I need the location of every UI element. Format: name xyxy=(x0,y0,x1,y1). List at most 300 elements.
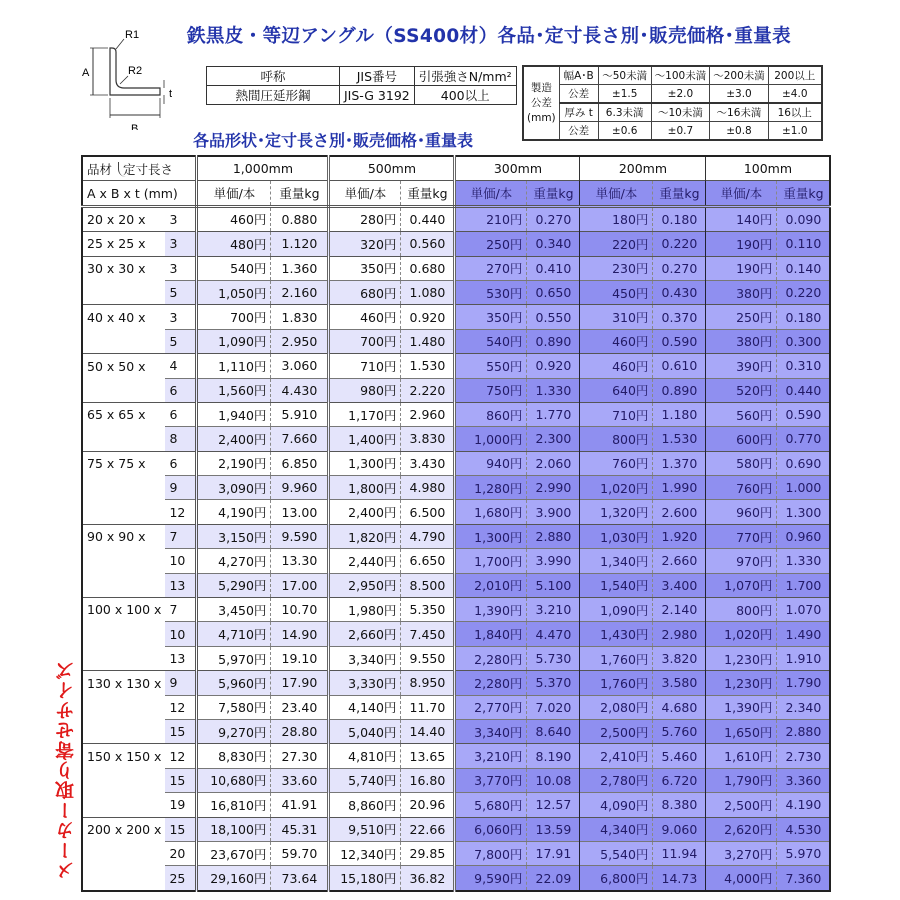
subheader-weight: 重量kg xyxy=(653,181,706,206)
price-cell: 310円 xyxy=(580,305,653,329)
price-cell: 2,080円 xyxy=(580,695,653,719)
weight-cell: 5.100 xyxy=(527,573,580,597)
price-cell: 2,010円 xyxy=(455,573,527,597)
weight-cell: 1.910 xyxy=(777,646,831,670)
price-cell: 520円 xyxy=(706,378,777,402)
weight-cell: 7.020 xyxy=(527,695,580,719)
weight-cell: 0.890 xyxy=(527,329,580,353)
price-cell: 1,840円 xyxy=(455,622,527,646)
weight-cell: 73.64 xyxy=(271,866,329,891)
weight-cell: 2.660 xyxy=(653,549,706,573)
tol-thick-tol-label: 公差 xyxy=(559,122,598,141)
price-cell: 4,140円 xyxy=(329,695,401,719)
price-cell: 580円 xyxy=(706,451,777,475)
price-weight-table xyxy=(81,155,831,892)
price-cell: 29,160円 xyxy=(197,866,271,891)
size-cell xyxy=(82,646,165,670)
tol-thick-range-1: 6.3未満 xyxy=(598,103,651,122)
size-cell xyxy=(82,768,165,792)
weight-cell: 3.820 xyxy=(653,646,706,670)
price-cell: 3,210円 xyxy=(455,744,527,768)
tol-thick-range-4: 16以上 xyxy=(768,103,822,122)
size-cell xyxy=(82,549,165,573)
price-cell: 540円 xyxy=(197,256,271,280)
price-cell: 4,710円 xyxy=(197,622,271,646)
price-cell: 1,700円 xyxy=(455,549,527,573)
weight-cell: 0.590 xyxy=(653,329,706,353)
weight-cell: 5.460 xyxy=(653,744,706,768)
price-cell: 5,540円 xyxy=(580,841,653,865)
price-cell: 970円 xyxy=(706,549,777,573)
weight-cell: 23.40 xyxy=(271,695,329,719)
weight-cell: 10.70 xyxy=(271,598,329,622)
tol-width-range-3: ～200未満 xyxy=(710,66,769,85)
subheader-price: 単価/本 xyxy=(580,181,653,206)
weight-cell: 1.120 xyxy=(271,232,329,256)
price-cell: 280円 xyxy=(329,206,401,231)
label-t: t xyxy=(169,88,173,100)
weight-cell: 0.650 xyxy=(527,280,580,304)
price-cell: 710円 xyxy=(329,354,401,378)
weight-cell: 3.210 xyxy=(527,598,580,622)
weight-cell: 12.57 xyxy=(527,793,580,817)
weight-cell: 13.59 xyxy=(527,817,580,841)
size-cell: 130 x 130 x xyxy=(82,671,165,695)
weight-cell: 0.270 xyxy=(653,256,706,280)
price-cell: 2,280円 xyxy=(455,646,527,670)
price-cell: 760円 xyxy=(706,476,777,500)
weight-cell: 6.500 xyxy=(401,500,455,524)
price-cell: 2,500円 xyxy=(706,793,777,817)
corner-material-label: 品材 xyxy=(87,161,113,177)
size-cell: 25 x 25 x xyxy=(82,232,165,256)
weight-cell: 41.91 xyxy=(271,793,329,817)
table-row xyxy=(82,354,830,378)
header-length-100: 100mm xyxy=(706,156,831,181)
price-cell: 3,270円 xyxy=(706,841,777,865)
price-cell: 380円 xyxy=(706,329,777,353)
price-cell: 540円 xyxy=(455,329,527,353)
table-row xyxy=(82,256,830,280)
weight-cell: 2.960 xyxy=(401,402,455,426)
weight-cell: 1.990 xyxy=(653,476,706,500)
table-row xyxy=(82,232,830,256)
price-cell: 4,340円 xyxy=(580,817,653,841)
thickness-cell: 15 xyxy=(165,768,197,792)
price-cell: 700円 xyxy=(197,305,271,329)
spec-table xyxy=(206,66,517,105)
subheader-price: 単価/本 xyxy=(197,181,271,206)
weight-cell: 1.080 xyxy=(401,280,455,304)
table-row xyxy=(82,866,830,891)
tol-width-range-1: ～50未満 xyxy=(598,66,651,85)
price-cell: 8,860円 xyxy=(329,793,401,817)
weight-cell: 0.890 xyxy=(653,378,706,402)
price-cell: 4,090円 xyxy=(580,793,653,817)
price-cell: 2,620円 xyxy=(706,817,777,841)
weight-cell: 2.300 xyxy=(527,427,580,451)
thickness-cell: 4 xyxy=(165,354,197,378)
price-cell: 1,400円 xyxy=(329,427,401,451)
weight-cell: 8.950 xyxy=(401,671,455,695)
price-cell: 2,770円 xyxy=(455,695,527,719)
thickness-cell: 15 xyxy=(165,817,197,841)
price-cell: 6,800円 xyxy=(580,866,653,891)
price-cell: 1,090円 xyxy=(580,598,653,622)
spec-value-tensile: 400以上 xyxy=(414,86,516,105)
thickness-cell: 9 xyxy=(165,671,197,695)
weight-cell: 45.31 xyxy=(271,817,329,841)
weight-cell: 2.160 xyxy=(271,280,329,304)
price-cell: 140円 xyxy=(706,206,777,231)
table-row xyxy=(82,622,830,646)
price-cell: 1,390円 xyxy=(706,695,777,719)
tol-width-tol-4: ±4.0 xyxy=(768,85,822,104)
price-cell: 2,400円 xyxy=(197,427,271,451)
weight-cell: 8.190 xyxy=(527,744,580,768)
label-b: B xyxy=(131,123,139,130)
weight-cell: 0.340 xyxy=(527,232,580,256)
weight-cell: 13.00 xyxy=(271,500,329,524)
price-cell: 530円 xyxy=(455,280,527,304)
price-cell: 6,060円 xyxy=(455,817,527,841)
price-cell: 7,800円 xyxy=(455,841,527,865)
thickness-cell: 12 xyxy=(165,500,197,524)
header-length-300: 300mm xyxy=(455,156,580,181)
price-cell: 5,740円 xyxy=(329,768,401,792)
weight-cell: 0.430 xyxy=(653,280,706,304)
size-cell: 50 x 50 x xyxy=(82,354,165,378)
price-cell: 270円 xyxy=(455,256,527,280)
weight-cell: 3.060 xyxy=(271,354,329,378)
weight-cell: 17.90 xyxy=(271,671,329,695)
weight-cell: 29.85 xyxy=(401,841,455,865)
header-row-subcolumns xyxy=(82,181,830,206)
maker-order-size-note: メーカー取り寄せサイズ xyxy=(55,660,77,880)
thickness-cell: 5 xyxy=(165,280,197,304)
price-cell: 4,000円 xyxy=(706,866,777,891)
price-cell: 560円 xyxy=(706,402,777,426)
weight-cell: 4.430 xyxy=(271,378,329,402)
price-cell: 1,680円 xyxy=(455,500,527,524)
table-row xyxy=(82,305,830,329)
price-cell: 1,090円 xyxy=(197,329,271,353)
price-cell: 1,340円 xyxy=(580,549,653,573)
header-row-lengths xyxy=(82,156,830,181)
label-r1: R1 xyxy=(125,29,140,41)
price-cell: 1,300円 xyxy=(455,524,527,548)
weight-cell: 6.720 xyxy=(653,768,706,792)
table-row xyxy=(82,598,830,622)
weight-cell: 4.980 xyxy=(401,476,455,500)
table-row xyxy=(82,573,830,597)
size-cell xyxy=(82,378,165,402)
price-cell: 380円 xyxy=(706,280,777,304)
price-cell: 1,820円 xyxy=(329,524,401,548)
size-cell xyxy=(82,793,165,817)
price-cell: 1,980円 xyxy=(329,598,401,622)
tolerance-side-label xyxy=(523,66,559,140)
tol-thick-tol-2: ±0.7 xyxy=(651,122,710,141)
weight-cell: 2.990 xyxy=(527,476,580,500)
weight-cell: 0.310 xyxy=(777,354,831,378)
subheader-price: 単価/本 xyxy=(706,181,777,206)
weight-cell: 4.190 xyxy=(777,793,831,817)
weight-cell: 1.370 xyxy=(653,451,706,475)
table-row xyxy=(82,476,830,500)
price-cell: 1,280円 xyxy=(455,476,527,500)
price-cell: 3,090円 xyxy=(197,476,271,500)
price-cell: 4,270円 xyxy=(197,549,271,573)
weight-cell: 19.10 xyxy=(271,646,329,670)
weight-cell: 4.470 xyxy=(527,622,580,646)
weight-cell: 1.070 xyxy=(777,598,831,622)
price-cell: 5,970円 xyxy=(197,646,271,670)
weight-cell: 5.970 xyxy=(777,841,831,865)
corner-header-top xyxy=(82,156,197,181)
table-row xyxy=(82,817,830,841)
price-cell: 2,280円 xyxy=(455,671,527,695)
thickness-cell: 19 xyxy=(165,793,197,817)
weight-cell: 0.880 xyxy=(271,206,329,231)
table-row xyxy=(82,500,830,524)
price-cell: 390円 xyxy=(706,354,777,378)
price-cell: 8,830円 xyxy=(197,744,271,768)
weight-cell: 2.600 xyxy=(653,500,706,524)
spec-value-name: 熱間圧延形鋼 xyxy=(207,86,340,105)
price-cell: 10,680円 xyxy=(197,768,271,792)
size-cell: 100 x 100 x xyxy=(82,598,165,622)
weight-cell: 0.770 xyxy=(777,427,831,451)
size-cell xyxy=(82,622,165,646)
weight-cell: 5.350 xyxy=(401,598,455,622)
price-cell: 180円 xyxy=(580,206,653,231)
corner-length-label: 定寸長さ xyxy=(118,162,173,177)
weight-cell: 20.96 xyxy=(401,793,455,817)
price-cell: 800円 xyxy=(580,427,653,451)
price-cell: 230円 xyxy=(580,256,653,280)
thickness-cell: 3 xyxy=(165,305,197,329)
weight-cell: 2.060 xyxy=(527,451,580,475)
tol-width-label: 幅A･B xyxy=(559,66,598,85)
table-row xyxy=(82,549,830,573)
weight-cell: 13.30 xyxy=(271,549,329,573)
weight-cell: 0.680 xyxy=(401,256,455,280)
tol-thick-label: 厚み t xyxy=(559,103,598,122)
table-row xyxy=(82,524,830,548)
thickness-cell: 10 xyxy=(165,549,197,573)
size-cell: 40 x 40 x xyxy=(82,305,165,329)
weight-cell: 0.180 xyxy=(777,305,831,329)
weight-cell: 14.73 xyxy=(653,866,706,891)
weight-cell: 0.920 xyxy=(401,305,455,329)
price-cell: 3,340円 xyxy=(455,719,527,743)
weight-cell: 2.730 xyxy=(777,744,831,768)
size-cell: 75 x 75 x xyxy=(82,451,165,475)
price-cell: 1,000円 xyxy=(455,427,527,451)
thickness-cell: 15 xyxy=(165,719,197,743)
weight-cell: 0.690 xyxy=(777,451,831,475)
table-row xyxy=(82,646,830,670)
price-cell: 350円 xyxy=(329,256,401,280)
weight-cell: 4.680 xyxy=(653,695,706,719)
weight-cell: 1.180 xyxy=(653,402,706,426)
size-cell: 150 x 150 x xyxy=(82,744,165,768)
price-cell: 2,400円 xyxy=(329,500,401,524)
price-cell: 220円 xyxy=(580,232,653,256)
table-row xyxy=(82,719,830,743)
price-cell: 4,810円 xyxy=(329,744,401,768)
price-cell: 460円 xyxy=(197,206,271,231)
weight-cell: 8.380 xyxy=(653,793,706,817)
price-cell: 12,340円 xyxy=(329,841,401,865)
price-cell: 1,610円 xyxy=(706,744,777,768)
weight-cell: 0.180 xyxy=(653,206,706,231)
price-cell: 1,560円 xyxy=(197,378,271,402)
thickness-cell: 3 xyxy=(165,256,197,280)
size-cell xyxy=(82,695,165,719)
price-cell: 3,450円 xyxy=(197,598,271,622)
price-cell: 250円 xyxy=(706,305,777,329)
tol-thick-tol-4: ±1.0 xyxy=(768,122,822,141)
weight-cell: 2.880 xyxy=(777,719,831,743)
thickness-cell: 6 xyxy=(165,402,197,426)
weight-cell: 0.550 xyxy=(527,305,580,329)
weight-cell: 0.110 xyxy=(777,232,831,256)
tol-side-line-3: (mm) xyxy=(527,111,556,124)
price-cell: 2,410円 xyxy=(580,744,653,768)
price-cell: 1,030円 xyxy=(580,524,653,548)
header-length-200: 200mm xyxy=(580,156,706,181)
table-row xyxy=(82,744,830,768)
price-cell: 1,020円 xyxy=(580,476,653,500)
price-cell: 550円 xyxy=(455,354,527,378)
price-cell: 3,330円 xyxy=(329,671,401,695)
tol-width-tol-1: ±1.5 xyxy=(598,85,651,104)
price-cell: 5,960円 xyxy=(197,671,271,695)
weight-cell: 8.640 xyxy=(527,719,580,743)
price-cell: 640円 xyxy=(580,378,653,402)
price-cell: 5,290円 xyxy=(197,573,271,597)
weight-cell: 27.30 xyxy=(271,744,329,768)
price-cell: 860円 xyxy=(455,402,527,426)
weight-cell: 17.00 xyxy=(271,573,329,597)
weight-cell: 22.09 xyxy=(527,866,580,891)
weight-cell: 0.610 xyxy=(653,354,706,378)
weight-cell: 1.700 xyxy=(777,573,831,597)
tol-width-tol-3: ±3.0 xyxy=(710,85,769,104)
price-cell: 4,190円 xyxy=(197,500,271,524)
price-cell: 1,070円 xyxy=(706,573,777,597)
subheader-weight: 重量kg xyxy=(271,181,329,206)
weight-cell: 3.580 xyxy=(653,671,706,695)
weight-cell: 13.65 xyxy=(401,744,455,768)
price-cell: 600円 xyxy=(706,427,777,451)
weight-cell: 0.960 xyxy=(777,524,831,548)
weight-cell: 2.950 xyxy=(271,329,329,353)
weight-cell: 2.140 xyxy=(653,598,706,622)
price-cell: 250円 xyxy=(455,232,527,256)
weight-cell: 1.830 xyxy=(271,305,329,329)
weight-cell: 3.360 xyxy=(777,768,831,792)
weight-cell: 0.370 xyxy=(653,305,706,329)
price-cell: 1,050円 xyxy=(197,280,271,304)
thickness-cell: 8 xyxy=(165,427,197,451)
price-cell: 680円 xyxy=(329,280,401,304)
price-cell: 1,940円 xyxy=(197,402,271,426)
tol-width-tol-label: 公差 xyxy=(559,85,598,104)
size-cell: 30 x 30 x xyxy=(82,256,165,280)
size-cell xyxy=(82,427,165,451)
price-cell: 960円 xyxy=(706,500,777,524)
weight-cell: 9.550 xyxy=(401,646,455,670)
label-a: A xyxy=(82,67,90,79)
weight-cell: 1.330 xyxy=(527,378,580,402)
weight-cell: 28.80 xyxy=(271,719,329,743)
price-cell: 210円 xyxy=(455,206,527,231)
weight-cell: 1.480 xyxy=(401,329,455,353)
weight-cell: 14.90 xyxy=(271,622,329,646)
weight-cell: 5.910 xyxy=(271,402,329,426)
price-cell: 710円 xyxy=(580,402,653,426)
size-cell: 200 x 200 x xyxy=(82,817,165,841)
price-cell: 2,780円 xyxy=(580,768,653,792)
size-cell xyxy=(82,329,165,353)
spec-header-tensile: 引張強さN/mm² xyxy=(414,67,516,86)
thickness-cell: 13 xyxy=(165,573,197,597)
price-cell: 1,540円 xyxy=(580,573,653,597)
weight-cell: 11.94 xyxy=(653,841,706,865)
subheader-weight: 重量kg xyxy=(527,181,580,206)
weight-cell: 1.530 xyxy=(401,354,455,378)
price-cell: 980円 xyxy=(329,378,401,402)
table-row xyxy=(82,280,830,304)
header-length-500: 500mm xyxy=(329,156,455,181)
tol-thick-range-3: ～16未満 xyxy=(710,103,769,122)
price-cell: 750円 xyxy=(455,378,527,402)
tol-thick-tol-3: ±0.8 xyxy=(710,122,769,141)
price-cell: 460円 xyxy=(329,305,401,329)
thickness-cell: 10 xyxy=(165,622,197,646)
price-cell: 1,110円 xyxy=(197,354,271,378)
weight-cell: 7.660 xyxy=(271,427,329,451)
weight-cell: 8.500 xyxy=(401,573,455,597)
price-cell: 9,590円 xyxy=(455,866,527,891)
price-cell: 2,440円 xyxy=(329,549,401,573)
price-cell: 1,430円 xyxy=(580,622,653,646)
weight-cell: 0.440 xyxy=(777,378,831,402)
price-cell: 1,230円 xyxy=(706,646,777,670)
size-cell xyxy=(82,573,165,597)
weight-cell: 1.790 xyxy=(777,671,831,695)
price-cell: 2,950円 xyxy=(329,573,401,597)
weight-cell: 1.920 xyxy=(653,524,706,548)
weight-cell: 14.40 xyxy=(401,719,455,743)
price-cell: 23,670円 xyxy=(197,841,271,865)
size-cell xyxy=(82,841,165,865)
weight-cell: 22.66 xyxy=(401,817,455,841)
price-cell: 7,580円 xyxy=(197,695,271,719)
corner-header-bottom: A x B x t (mm) xyxy=(82,181,197,206)
weight-cell: 11.70 xyxy=(401,695,455,719)
price-cell: 2,500円 xyxy=(580,719,653,743)
weight-cell: 2.880 xyxy=(527,524,580,548)
price-cell: 1,170円 xyxy=(329,402,401,426)
price-cell: 940円 xyxy=(455,451,527,475)
size-cell xyxy=(82,866,165,891)
tol-thick-tol-1: ±0.6 xyxy=(598,122,651,141)
price-cell: 700円 xyxy=(329,329,401,353)
